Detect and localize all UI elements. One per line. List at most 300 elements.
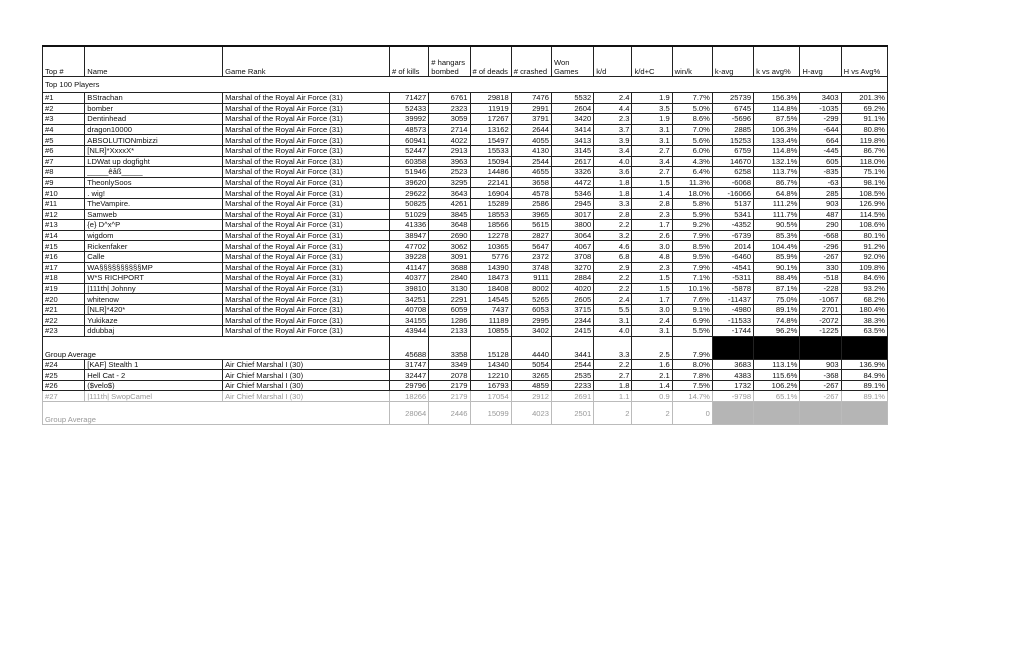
table-cell: 3403 (800, 93, 841, 104)
table-cell: 38947 (390, 230, 429, 241)
group-average-row (43, 402, 888, 425)
table-cell: 3.4 (594, 145, 632, 156)
table-cell: 2617 (551, 156, 593, 167)
table-cell: 1.4 (632, 188, 672, 199)
table-cell: 2.4 (632, 315, 672, 326)
table-cell: 2.7 (594, 370, 632, 381)
table-cell: whitenow (85, 294, 223, 305)
table-cell: 41336 (390, 220, 429, 231)
table-cell: Marshal of the Royal Air Force (31) (223, 156, 390, 167)
table-cell: -5311 (712, 273, 753, 284)
table-cell: 114.8% (754, 103, 800, 114)
table-cell: 9.2% (672, 220, 712, 231)
table-cell: Marshal of the Royal Air Force (31) (223, 262, 390, 273)
column-header: Won Games (551, 46, 593, 77)
table-cell: 106.3% (754, 124, 800, 135)
table-cell: -668 (800, 230, 841, 241)
group-average-value: 0 (672, 402, 712, 425)
table-cell: 2840 (429, 273, 470, 284)
table-cell: Marshal of the Royal Air Force (31) (223, 241, 390, 252)
table-cell: 80.1% (841, 230, 887, 241)
table-cell: 86.7% (754, 177, 800, 188)
table-cell: 111.7% (754, 209, 800, 220)
table-cell: 0.9 (632, 391, 672, 402)
table-cell: 4055 (511, 135, 551, 146)
table-cell: 31747 (390, 359, 429, 370)
table-cell: 2.8 (632, 198, 672, 209)
table-cell: 126.9% (841, 198, 887, 209)
table-cell: ABSOLUTIONmbizzi (85, 135, 223, 146)
table-cell: 1.6 (632, 359, 672, 370)
table-cell: 12210 (470, 370, 511, 381)
table-cell: 40377 (390, 273, 429, 284)
table-cell: 3.9 (594, 135, 632, 146)
table-cell: 1.5 (632, 273, 672, 284)
table-cell: 2912 (511, 391, 551, 402)
table-cell: 4578 (511, 188, 551, 199)
table-cell: 4.0 (594, 326, 632, 337)
table-cell: 3683 (712, 359, 753, 370)
group-average-value: 2.5 (632, 336, 672, 359)
table-cell: 7.7% (672, 93, 712, 104)
table-cell: 3.0 (632, 304, 672, 315)
table-cell: #16 (43, 251, 85, 262)
table-cell: 2.7 (632, 145, 672, 156)
table-cell: Air Chief Marshal I (30) (223, 370, 390, 381)
table-cell: 1.4 (632, 380, 672, 391)
table-cell: 6745 (712, 103, 753, 114)
table-cell: 5.5 (594, 304, 632, 315)
table-cell: 69.2% (841, 103, 887, 114)
table-cell: 3091 (429, 251, 470, 262)
section-row (43, 77, 888, 93)
table-cell: #5 (43, 135, 85, 146)
table-cell: 104.4% (754, 241, 800, 252)
table-cell: 86.7% (841, 145, 887, 156)
table-cell: 1.8 (594, 188, 632, 199)
table-cell: 7.1% (672, 273, 712, 284)
table-cell: _____êåß_____ (85, 167, 223, 178)
table-cell: 18473 (470, 273, 511, 284)
table-cell: 47702 (390, 241, 429, 252)
table-row (43, 251, 888, 262)
table-cell: 3295 (429, 177, 470, 188)
table-cell: 84.9% (841, 370, 887, 381)
table-cell: 8.0% (672, 359, 712, 370)
table-row (43, 156, 888, 167)
table-cell: WA§§§§§§§§§§MP (85, 262, 223, 273)
table-cell: Marshal of the Royal Air Force (31) (223, 209, 390, 220)
table-cell: 903 (800, 359, 841, 370)
table-cell: 1.1 (594, 391, 632, 402)
table-cell: 2913 (429, 145, 470, 156)
table-cell: 108.6% (841, 220, 887, 231)
table-cell: 17054 (470, 391, 511, 402)
table-cell: 63.5% (841, 326, 887, 337)
table-cell: |111th| SwopCamel (85, 391, 223, 402)
table-cell: 80.8% (841, 124, 887, 135)
table-cell: LDWat up dogfight (85, 156, 223, 167)
table-cell: 90.1% (754, 262, 800, 273)
table-cell: 2.3 (594, 114, 632, 125)
table-cell: 52447 (390, 145, 429, 156)
table-cell: Marshal of the Royal Air Force (31) (223, 315, 390, 326)
table-row (43, 93, 888, 104)
group-average-value: 2 (594, 402, 632, 425)
table-row (43, 198, 888, 209)
table-cell: 40708 (390, 304, 429, 315)
table-cell: 2291 (429, 294, 470, 305)
table-cell: 8.6% (672, 114, 712, 125)
table-cell: 10.1% (672, 283, 712, 294)
table-cell: #23 (43, 326, 85, 337)
table-cell: #18 (43, 273, 85, 284)
group-average-value: 2446 (429, 402, 470, 425)
table-cell: #9 (43, 177, 85, 188)
table-cell: 89.1% (841, 391, 887, 402)
table-cell: 4130 (511, 145, 551, 156)
table-cell: 75.0% (754, 294, 800, 305)
table-cell: #7 (43, 156, 85, 167)
table-cell: 38.3% (841, 315, 887, 326)
table-cell: 3658 (511, 177, 551, 188)
table-cell: 2.4 (594, 294, 632, 305)
table-cell: Calle (85, 251, 223, 262)
table-cell: 87.1% (754, 283, 800, 294)
table-cell: 2.2 (594, 359, 632, 370)
table-row (43, 370, 888, 381)
table-cell: 51946 (390, 167, 429, 178)
table-cell: 156.3% (754, 93, 800, 104)
table-cell: 3270 (551, 262, 593, 273)
table-cell: 5.6% (672, 135, 712, 146)
table-cell: 5.8% (672, 198, 712, 209)
table-cell: 3130 (429, 283, 470, 294)
header-row (43, 46, 888, 77)
table-row (43, 220, 888, 231)
table-cell: 4.4 (594, 103, 632, 114)
table-cell: TheonlySoos (85, 177, 223, 188)
column-header: # of kills (390, 46, 429, 77)
table-cell: 3965 (511, 209, 551, 220)
table-cell: 2.1 (632, 370, 672, 381)
table-cell: 7.9% (672, 262, 712, 273)
table-cell: 4383 (712, 370, 753, 381)
table-cell: #22 (43, 315, 85, 326)
table-cell: 2.4 (594, 93, 632, 104)
table-cell: 3064 (551, 230, 593, 241)
table-cell: 15533 (470, 145, 511, 156)
table-cell: #8 (43, 167, 85, 178)
table-cell: Air Chief Marshal I (30) (223, 391, 390, 402)
table-cell: 2.2 (594, 220, 632, 231)
table-cell: 51029 (390, 209, 429, 220)
table-cell: 2323 (429, 103, 470, 114)
table-cell: 64.8% (754, 188, 800, 199)
table-cell: Marshal of the Royal Air Force (31) (223, 124, 390, 135)
table-cell: 3791 (511, 114, 551, 125)
table-cell: ddubbaj (85, 326, 223, 337)
table-cell: 1.9 (632, 93, 672, 104)
table-cell: 12278 (470, 230, 511, 241)
table-cell: 2.3 (632, 209, 672, 220)
table-cell: 3963 (429, 156, 470, 167)
table-cell: 3800 (551, 220, 593, 231)
table-cell: 2344 (551, 315, 593, 326)
table-cell: 2.9 (594, 262, 632, 273)
table-cell: 39228 (390, 251, 429, 262)
table-cell: -228 (800, 283, 841, 294)
table-cell: 68.2% (841, 294, 887, 305)
table-cell: 201.3% (841, 93, 887, 104)
table-cell: 9.1% (672, 304, 712, 315)
table-cell: -16066 (712, 188, 753, 199)
table-row (43, 167, 888, 178)
table-cell: 3.3 (594, 198, 632, 209)
table-row (43, 230, 888, 241)
group-average-value: 2 (632, 402, 672, 425)
table-cell: 4655 (511, 167, 551, 178)
table-cell: 4472 (551, 177, 593, 188)
table-cell: 3.5 (632, 103, 672, 114)
table-cell: 2945 (551, 198, 593, 209)
table-cell: 15289 (470, 198, 511, 209)
table-cell: 2179 (429, 380, 470, 391)
column-header: Top # (43, 46, 85, 77)
table-cell: 39620 (390, 177, 429, 188)
table-cell: 2827 (511, 230, 551, 241)
table-cell: 4859 (511, 380, 551, 391)
table-cell: 41147 (390, 262, 429, 273)
table-cell: 96.2% (754, 326, 800, 337)
table-cell: -6068 (712, 177, 753, 188)
table-cell: 88.4% (754, 273, 800, 284)
table-cell: 34251 (390, 294, 429, 305)
table-cell: 7.0% (672, 124, 712, 135)
group-average-value: 15128 (470, 336, 511, 359)
table-cell: 29818 (470, 93, 511, 104)
table-row (43, 177, 888, 188)
table-cell: 29622 (390, 188, 429, 199)
table-cell: 5346 (551, 188, 593, 199)
table-cell: Marshal of the Royal Air Force (31) (223, 114, 390, 125)
table-cell: Marshal of the Royal Air Force (31) (223, 304, 390, 315)
group-average-value: 2501 (551, 402, 593, 425)
table-cell: #27 (43, 391, 85, 402)
table-cell: Marshal of the Royal Air Force (31) (223, 167, 390, 178)
table-cell: 2701 (800, 304, 841, 315)
table-cell: Samweb (85, 209, 223, 220)
table-cell: #19 (43, 283, 85, 294)
table-row (43, 114, 888, 125)
table-cell: -11437 (712, 294, 753, 305)
table-cell: 74.8% (754, 315, 800, 326)
table-cell: Marshal of the Royal Air Force (31) (223, 145, 390, 156)
table-cell: 1.9 (632, 114, 672, 125)
table-cell: 85.9% (754, 251, 800, 262)
table-cell: 39810 (390, 283, 429, 294)
table-cell: 114.5% (841, 209, 887, 220)
table-cell: 5776 (470, 251, 511, 262)
table-cell: 2.7 (632, 167, 672, 178)
table-cell: 91.2% (841, 241, 887, 252)
table-cell: 4.3% (672, 156, 712, 167)
table-cell: 9111 (511, 273, 551, 284)
table-cell: 10855 (470, 326, 511, 337)
table-cell: 2605 (551, 294, 593, 305)
table-cell: 5265 (511, 294, 551, 305)
table-cell: 3688 (429, 262, 470, 273)
table-cell: 2690 (429, 230, 470, 241)
table-cell: Marshal of the Royal Air Force (31) (223, 230, 390, 241)
table-cell: -445 (800, 145, 841, 156)
table-row (43, 103, 888, 114)
table-cell: 3017 (551, 209, 593, 220)
table-cell: -4541 (712, 262, 753, 273)
table-cell: 2078 (429, 370, 470, 381)
column-header: Game Rank (223, 46, 390, 77)
table-cell: #20 (43, 294, 85, 305)
table-cell: 11919 (470, 103, 511, 114)
table-cell: Marshal of the Royal Air Force (31) (223, 326, 390, 337)
table-cell: 2372 (511, 251, 551, 262)
table-cell: 14.7% (672, 391, 712, 402)
table-cell: 6.4% (672, 167, 712, 178)
table-cell: 114.8% (754, 145, 800, 156)
table-cell: 180.4% (841, 304, 887, 315)
table-cell: Marshal of the Royal Air Force (31) (223, 283, 390, 294)
table-cell: 7.6% (672, 294, 712, 305)
table-row (43, 273, 888, 284)
table-cell: 6.8 (594, 251, 632, 262)
group-average-value: 45688 (390, 336, 429, 359)
table-cell: 3059 (429, 114, 470, 125)
table-cell: 18566 (470, 220, 511, 231)
table-cell: 115.6% (754, 370, 800, 381)
table-cell: -835 (800, 167, 841, 178)
table-row (43, 380, 888, 391)
table-row (43, 359, 888, 370)
table-cell: 109.8% (841, 262, 887, 273)
table-cell: -1035 (800, 103, 841, 114)
table-cell: 15094 (470, 156, 511, 167)
table-cell: #1 (43, 93, 85, 104)
table-cell: 106.2% (754, 380, 800, 391)
table-cell: 3.1 (632, 124, 672, 135)
group-average-value: 3441 (551, 336, 593, 359)
table-cell: #26 (43, 380, 85, 391)
table-cell: 903 (800, 198, 841, 209)
table-cell: 18.0% (672, 188, 712, 199)
table-cell: -368 (800, 370, 841, 381)
table-cell: 7.9% (672, 230, 712, 241)
stats-table (42, 45, 888, 425)
table-cell: |111th| Johnny (85, 283, 223, 294)
table-cell: #11 (43, 198, 85, 209)
column-header: k/d+C (632, 46, 672, 77)
table-cell: Dentinhead (85, 114, 223, 125)
group-average-value: 4440 (511, 336, 551, 359)
table-cell: Rickenfaker (85, 241, 223, 252)
table-cell: #10 (43, 188, 85, 199)
table-cell: 3748 (511, 262, 551, 273)
table-cell: 108.5% (841, 188, 887, 199)
table-cell: 3265 (511, 370, 551, 381)
table-cell: BStrachan (85, 93, 223, 104)
table-cell: Marshal of the Royal Air Force (31) (223, 251, 390, 262)
table-cell: Air Chief Marshal I (30) (223, 359, 390, 370)
table-cell: 1.7 (632, 220, 672, 231)
table-cell: 2415 (551, 326, 593, 337)
table-cell: 7476 (511, 93, 551, 104)
table-cell: 3.6 (594, 167, 632, 178)
table-cell: 9.5% (672, 251, 712, 262)
table-cell: 605 (800, 156, 841, 167)
table-cell: 8.5% (672, 241, 712, 252)
table-cell: Yukikaze (85, 315, 223, 326)
table-cell: 60358 (390, 156, 429, 167)
table-cell: -644 (800, 124, 841, 135)
table-cell: 11.3% (672, 177, 712, 188)
table-cell: 8002 (511, 283, 551, 294)
table-cell: 2714 (429, 124, 470, 135)
table-row (43, 145, 888, 156)
table-cell: 4.8 (632, 251, 672, 262)
table-row (43, 294, 888, 305)
table-cell: 3.7 (594, 124, 632, 135)
table-row (43, 283, 888, 294)
table-cell: 7.5% (672, 380, 712, 391)
table-cell: Marshal of the Royal Air Force (31) (223, 93, 390, 104)
column-header: H-avg (800, 46, 841, 77)
table-cell: W*S RICHPORT (85, 273, 223, 284)
table-row (43, 262, 888, 273)
table-cell: 32447 (390, 370, 429, 381)
table-cell: 11189 (470, 315, 511, 326)
table-cell: 2014 (712, 241, 753, 252)
group-average-value: 3.3 (594, 336, 632, 359)
table-cell: -1067 (800, 294, 841, 305)
table-cell: Marshal of the Royal Air Force (31) (223, 177, 390, 188)
table-cell: -9798 (712, 391, 753, 402)
table-cell: 2133 (429, 326, 470, 337)
table-cell: -11533 (712, 315, 753, 326)
table-cell: 3643 (429, 188, 470, 199)
table-cell: [NLR]*420* (85, 304, 223, 315)
table-cell: 133.4% (754, 135, 800, 146)
table-cell: 113.1% (754, 359, 800, 370)
table-cell: 3.1 (594, 315, 632, 326)
table-cell: 290 (800, 220, 841, 231)
table-cell: 2544 (511, 156, 551, 167)
table-cell: 7437 (470, 304, 511, 315)
table-cell: -2072 (800, 315, 841, 326)
table-cell: bomber (85, 103, 223, 114)
table-cell: Air Chief Marshal I (30) (223, 380, 390, 391)
table-cell: 136.9% (841, 359, 887, 370)
table-cell: -6739 (712, 230, 753, 241)
table-cell: 52433 (390, 103, 429, 114)
table-cell: 2.2 (594, 273, 632, 284)
table-cell: 2544 (551, 359, 593, 370)
table-cell: 3648 (429, 220, 470, 231)
table-cell: -299 (800, 114, 841, 125)
group-average-row (43, 336, 888, 359)
table-cell: 3.0 (632, 241, 672, 252)
table-cell: 89.1% (754, 304, 800, 315)
table-cell: 2535 (551, 370, 593, 381)
table-cell: 3.1 (632, 326, 672, 337)
